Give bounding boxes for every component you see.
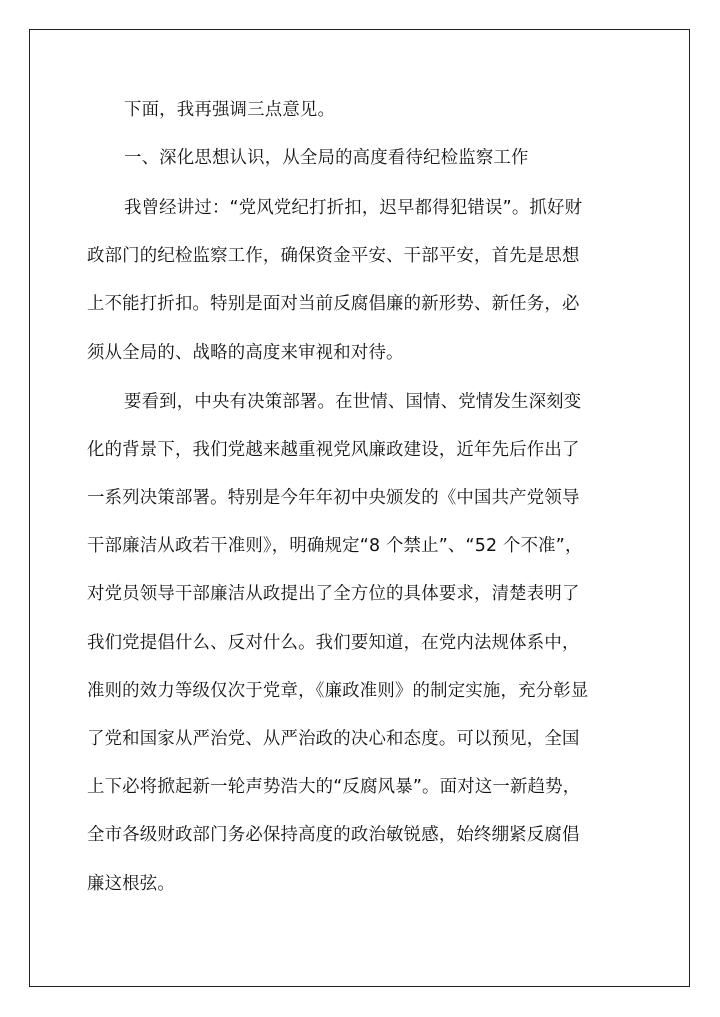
section-heading: 一、深化思想认识，从全局的高度看待纪检监察工作 xyxy=(124,148,529,168)
paragraph-line: 上下必将掀起新一轮声势浩大的“反腐风暴”。面对这一新趋势， xyxy=(87,777,581,797)
paragraph-line: 全市各级财政部门务必保持高度的政治敏锐感，始终绷紧反腐倡 xyxy=(87,825,580,845)
paragraph-line: 一系列决策部署。特别是今年年初中央颁发的《中国共产党领导 xyxy=(87,488,580,508)
paragraph-line: 干部廉洁从政若干准则》，明确规定“8 个禁止”、“52 个不准”， xyxy=(87,536,583,556)
paragraph-line: 我们党提倡什么、反对什么。我们要知道，在党内法规体系中， xyxy=(87,633,580,653)
paragraph-line: 我曾经讲过：“党风党纪打折扣，迟早都得犯错误”。抓好财 xyxy=(124,198,583,218)
paragraph-line: 化的背景下，我们党越来越重视党风廉政建设，近年先后作出了 xyxy=(87,440,580,460)
paragraph-line: 廉这根弦。 xyxy=(87,874,175,894)
paragraph-line: 对党员领导干部廉洁从政提出了全方位的具体要求，清楚表明了 xyxy=(87,584,580,604)
paragraph-line: 下面，我再强调三点意见。 xyxy=(124,100,336,120)
paragraph-line: 了党和国家从严治党、从严治政的决心和态度。可以预见，全国 xyxy=(87,729,580,749)
paragraph-line: 须从全局的、战略的高度来审视和对待。 xyxy=(87,343,404,363)
paragraph-line: 准则的效力等级仅次于党章，《廉政准则》的制定实施，充分彰显 xyxy=(87,681,589,701)
paragraph-line: 要看到，中央有决策部署。在世情、国情、党情发生深刻变 xyxy=(124,392,582,412)
paragraph-line: 上不能打折扣。特别是面对当前反腐倡廉的新形势、新任务，必 xyxy=(87,294,580,314)
paragraph-line: 政部门的纪检监察工作，确保资金平安、干部平安，首先是思想 xyxy=(87,246,580,266)
